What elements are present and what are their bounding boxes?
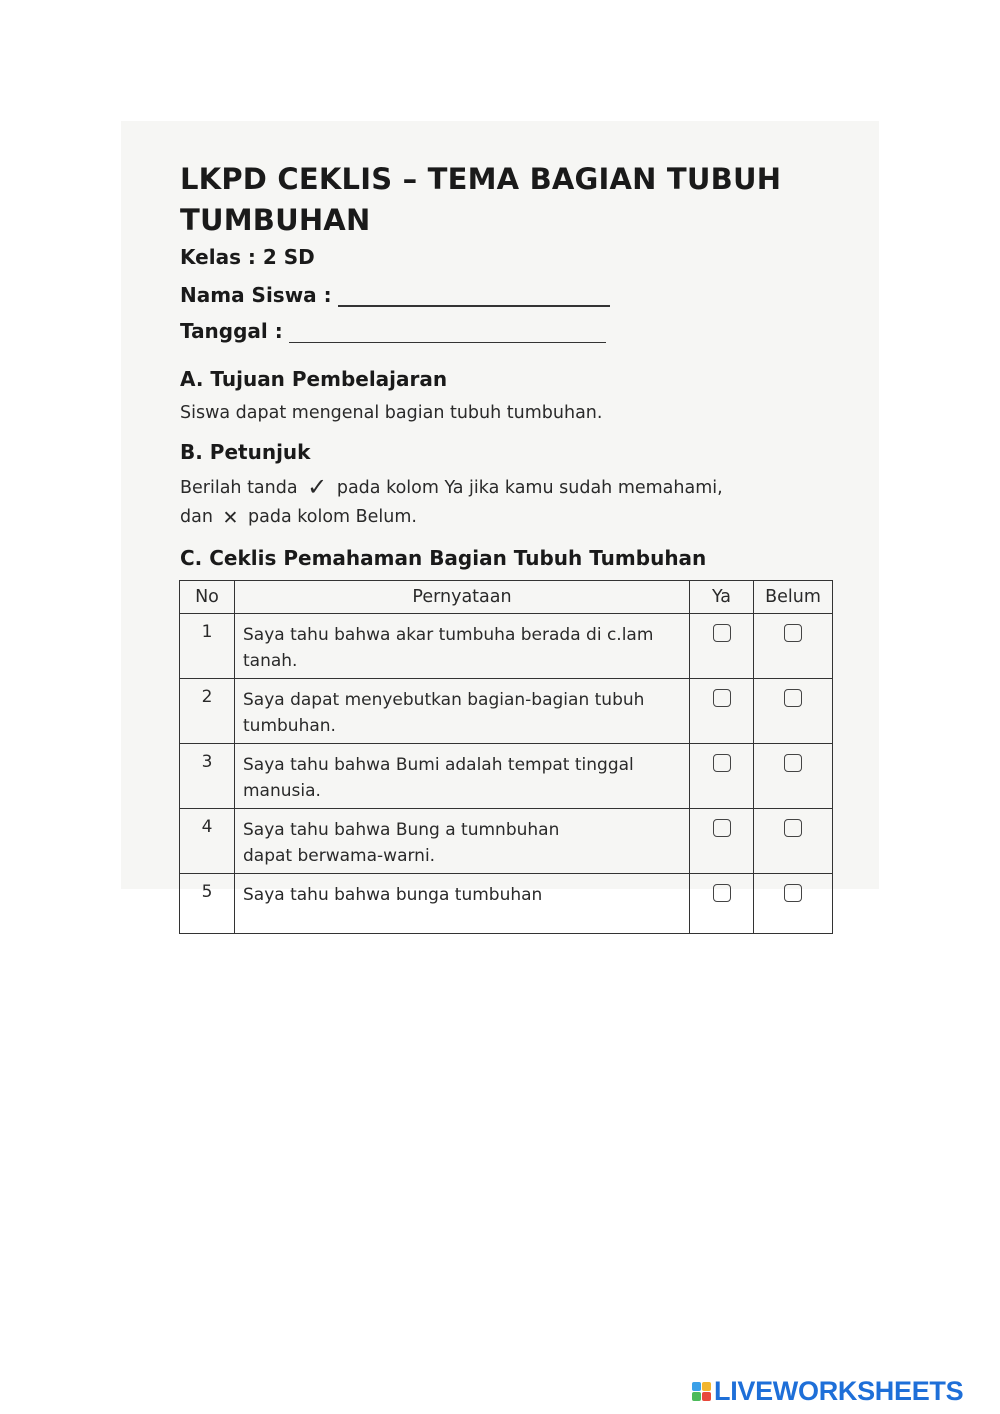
row-statement (235, 679, 690, 744)
tanggal-field[interactable] (289, 324, 606, 343)
kelas-label: Kelas : 2 SD (180, 245, 315, 269)
tanggal-label: Tanggal : (180, 319, 283, 343)
worksheet-title: LKPD CEKLIS – TEMA BAGIAN TUBUH TUMBUHAN (180, 162, 782, 237)
statement-line: manusia. (243, 781, 321, 801)
tanggal-row (180, 319, 606, 343)
column-header-ya: Ya (690, 581, 754, 614)
brand-name: LIVEWORKSHEETS (714, 1376, 964, 1406)
ya-cell (690, 874, 754, 934)
row-statement (235, 874, 690, 934)
statement-line: Saya dapat menyebutkan bagian-bagian tubuh (243, 690, 645, 710)
table-row (180, 744, 833, 809)
ya-checkbox[interactable] (713, 754, 731, 772)
belum-checkbox[interactable] (784, 754, 802, 772)
instruction-line2-end: pada kolom Belum. (248, 507, 417, 527)
belum-cell (754, 874, 833, 934)
logo-square (702, 1392, 711, 1401)
statement-line: dapat berwama-warni. (243, 846, 436, 866)
statement-line: tumbuhan. (243, 716, 336, 736)
checklist-table (179, 580, 833, 934)
statement-line: Saya tahu bahwa Bumi adalah tempat tinggal (243, 755, 634, 775)
row-number: 2 (180, 679, 235, 744)
belum-checkbox[interactable] (784, 624, 802, 642)
statement-line: Saya tahu bahwa akar tumbuha berada di c.lam (243, 625, 654, 645)
statement-line: tanah. (243, 651, 298, 671)
liveworksheets-logo-icon (692, 1382, 711, 1401)
ya-cell (690, 614, 754, 679)
belum-checkbox[interactable] (784, 884, 802, 902)
row-number: 3 (180, 744, 235, 809)
table-row (180, 614, 833, 679)
statement-line: Saya tahu bahwa bunga tumbuhan (243, 885, 543, 905)
section-b-instructions (180, 473, 723, 533)
worksheet-page (121, 121, 879, 905)
ya-cell (690, 679, 754, 744)
row-number: 5 (180, 874, 235, 934)
logo-square (692, 1392, 701, 1401)
section-b-heading: B. Petunjuk (180, 440, 311, 464)
row-number: 1 (180, 614, 235, 679)
section-a-text: Siswa dapat mengenal bagian tubuh tumbuhan. (180, 403, 603, 423)
table-row (180, 679, 833, 744)
belum-checkbox[interactable] (784, 819, 802, 837)
logo-square (692, 1382, 701, 1391)
table-header-row (180, 581, 833, 614)
statement-line: Saya tahu bahwa Bung a tumnbuhan (243, 820, 560, 840)
instruction-line2-start: dan (180, 507, 213, 527)
kelas-line (180, 245, 315, 269)
row-statement (235, 809, 690, 874)
belum-cell (754, 614, 833, 679)
ya-checkbox[interactable] (713, 624, 731, 642)
row-statement (235, 614, 690, 679)
nama-siswa-field[interactable] (338, 287, 610, 307)
row-statement (235, 744, 690, 809)
ya-cell (690, 809, 754, 874)
table-row (180, 809, 833, 874)
liveworksheets-logo[interactable] (692, 1376, 963, 1407)
ya-checkbox[interactable] (713, 689, 731, 707)
column-header-belum: Belum (754, 581, 833, 614)
column-header-pernyataan: Pernyataan (235, 581, 690, 614)
section-c-heading: C. Ceklis Pemahaman Bagian Tubuh Tumbuhan (180, 546, 707, 570)
cross-mark-icon: ✕ (222, 507, 239, 529)
ya-checkbox[interactable] (713, 884, 731, 902)
table-row (180, 874, 833, 934)
ya-checkbox[interactable] (713, 819, 731, 837)
column-header-no: No (180, 581, 235, 614)
logo-square (702, 1382, 711, 1391)
instruction-line1-start: Berilah tanda (180, 478, 298, 498)
ya-cell (690, 744, 754, 809)
belum-cell (754, 809, 833, 874)
section-a-heading: A. Tujuan Pembelajaran (180, 367, 448, 391)
belum-cell (754, 744, 833, 809)
check-mark-icon: ✓ (307, 473, 328, 501)
row-number: 4 (180, 809, 235, 874)
nama-siswa-label: Nama Siswa : (180, 283, 332, 307)
instruction-line1-end: pada kolom Ya jika kamu sudah memahami, (336, 478, 723, 498)
belum-cell (754, 679, 833, 744)
nama-siswa-row (180, 283, 610, 307)
belum-checkbox[interactable] (784, 689, 802, 707)
